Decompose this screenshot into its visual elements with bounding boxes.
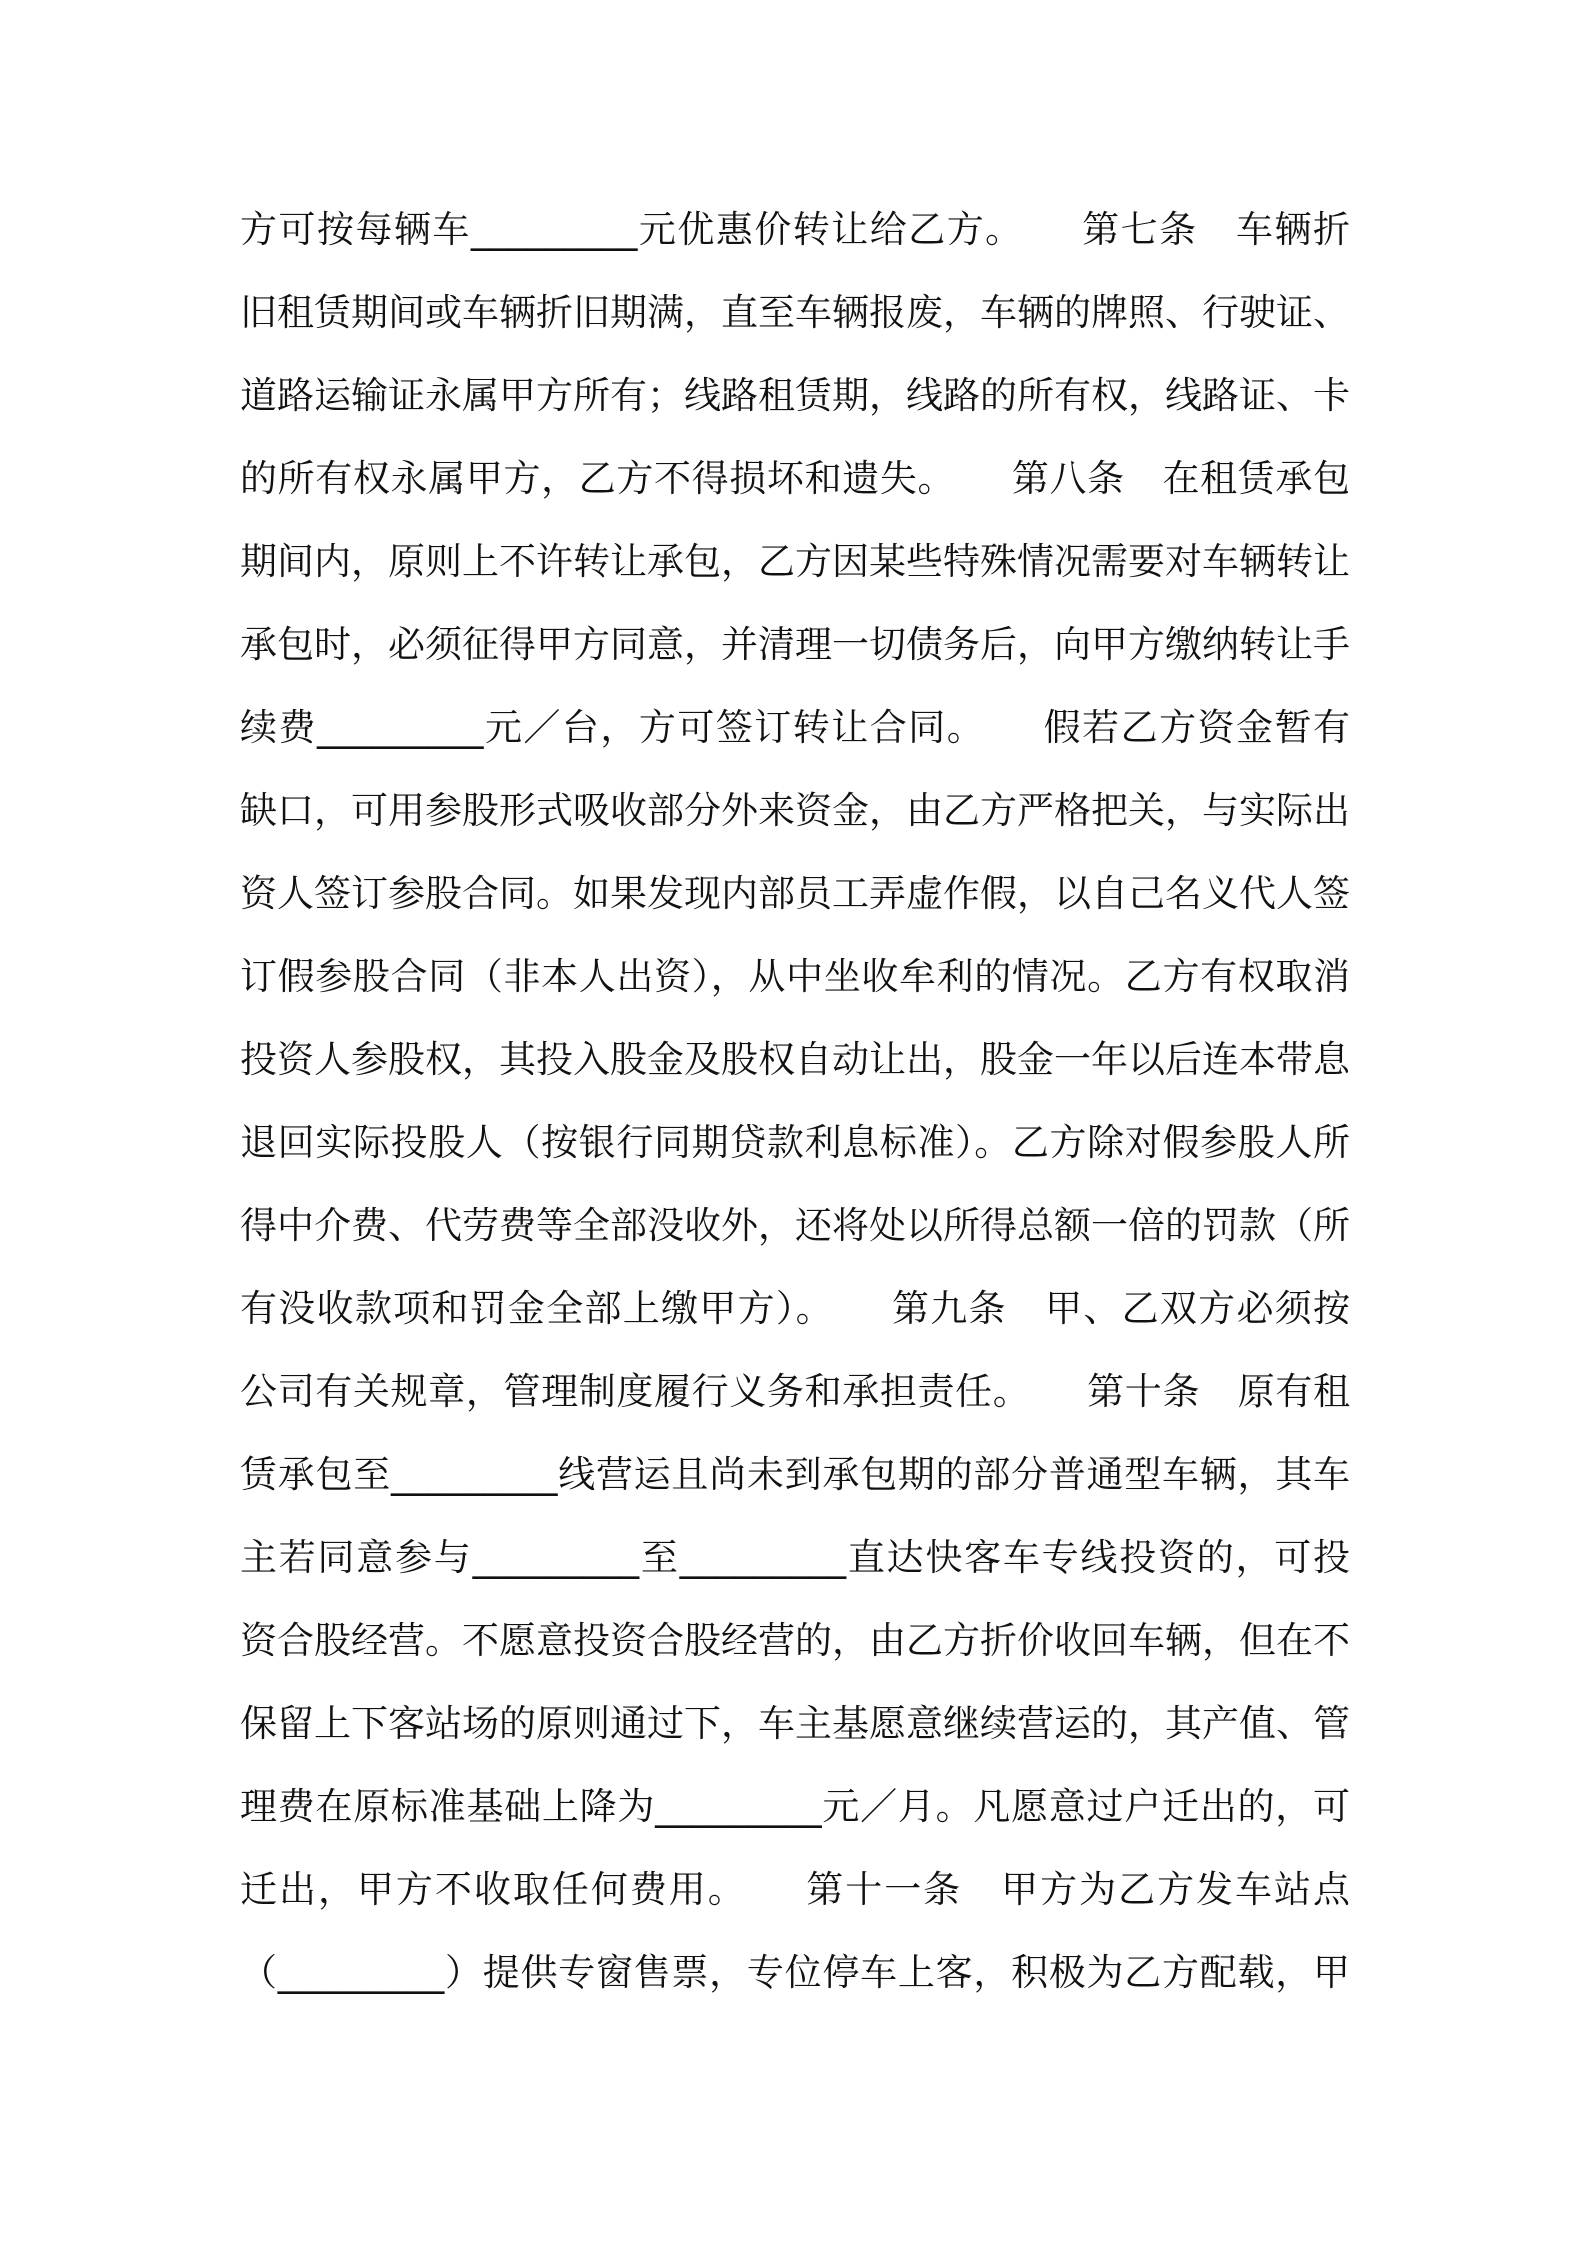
text-line: 道路运输证永属甲方所有；线路租赁期，线路的所有权，线路证、卡: [240, 374, 1350, 417]
text-line: 保留上下客站场的原则通过下，车主基愿意继续营运的，其产值、管: [240, 1702, 1350, 1745]
text-line: 得中介费、代劳费等全部没收外，还将处以所得总额一倍的罚款（所: [240, 1204, 1350, 1247]
text-line: 的所有权永属甲方，乙方不得损坏和遗失。 第八条 在租赁承包: [240, 457, 1350, 500]
text-line: 缺口，可用参股形式吸收部分外来资金，由乙方严格把关，与实际出: [240, 789, 1350, 832]
text-line: 退回实际投股人（按银行同期贷款利息标准）。乙方除对假参股人所: [240, 1121, 1350, 1164]
text-line: 投资人参股权，其投入股金及股权自动让出，股金一年以后连本带息: [240, 1038, 1350, 1081]
text-line: 公司有关规章，管理制度履行义务和承担责任。 第十条 原有租: [240, 1370, 1350, 1413]
text-line: 订假参股合同（非本人出资），从中坐收牟利的情况。乙方有权取消: [240, 955, 1350, 998]
text-line: 主若同意参与_________至_________直达快客车专线投资的，可投: [240, 1536, 1350, 1579]
text-line: （_________）提供专窗售票，专位停车上客，积极为乙方配载，甲: [240, 1951, 1350, 1994]
text-line: 承包时，必须征得甲方同意，并清理一切债务后，向甲方缴纳转让手: [240, 623, 1350, 666]
text-line: 资合股经营。不愿意投资合股经营的，由乙方折价收回车辆，但在不: [240, 1619, 1350, 1662]
text-line: 旧租赁期间或车辆折旧期满，直至车辆报废，车辆的牌照、行驶证、: [240, 291, 1350, 334]
text-line: 期间内，原则上不许转让承包，乙方因某些特殊情况需要对车辆转让: [240, 540, 1350, 583]
text-line: 资人签订参股合同。如果发现内部员工弄虚作假，以自己名义代人签: [240, 872, 1350, 915]
text-line: 续费_________元／台，方可签订转让合同。 假若乙方资金暂有: [240, 706, 1350, 749]
text-line: 方可按每辆车_________元优惠价转让给乙方。 第七条 车辆折: [240, 208, 1350, 251]
text-line: 赁承包至_________线营运且尚未到承包期的部分普通型车辆，其车: [240, 1453, 1350, 1496]
text-line: 有没收款项和罚金全部上缴甲方）。 第九条 甲、乙双方必须按: [240, 1287, 1350, 1330]
text-line: 迁出，甲方不收取任何费用。 第十一条 甲方为乙方发车站点: [240, 1868, 1350, 1911]
text-line: 理费在原标准基础上降为_________元／月。凡愿意过户迁出的，可: [240, 1785, 1350, 1828]
